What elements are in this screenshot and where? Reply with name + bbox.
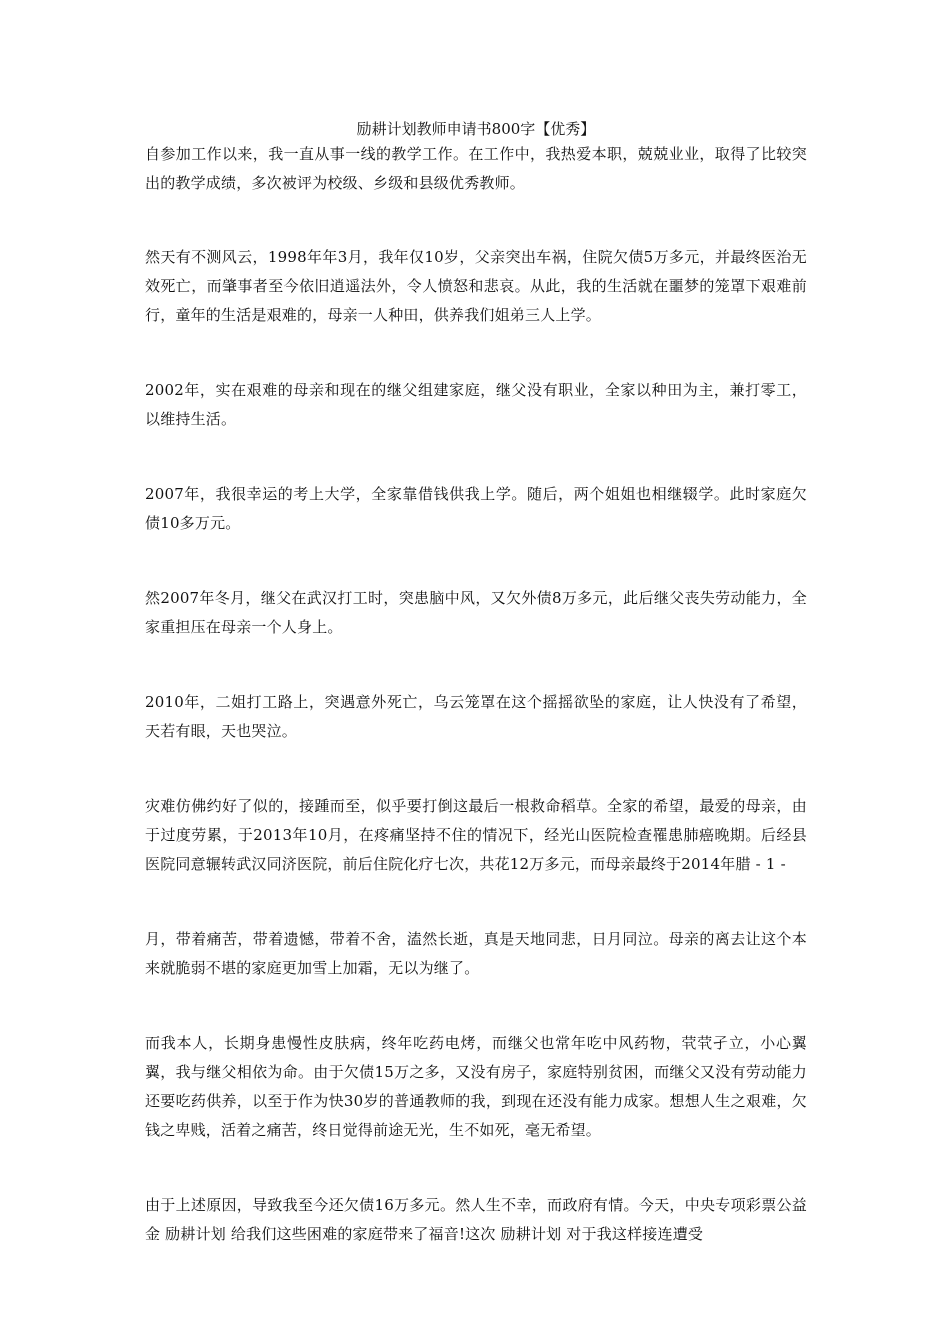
paragraph-spacer [145,330,807,376]
paragraph-4: 2007年，我很幸运的考上大学，全家靠借钱供我上学。随后，两个姐姐也相继辍学。此时家庭欠债10多万元。 [145,485,807,532]
document-page [145,118,807,1249]
paragraph-5: 然2007年冬月，继父在武汉打工时，突患脑中风，又欠外债8万多元，此后继父丧失劳动能力，全家重担压在母亲一个人身上。 [145,589,807,636]
paragraph-spacer [145,198,807,243]
paragraph-6: 2010年，二姐打工路上，突遇意外死亡，乌云笼罩在这个摇摇欲坠的家庭，让人快没有了希望，天若有眼，天也哭泣。 [145,693,807,740]
paragraph-spacer [145,538,807,584]
paragraph-1: 自参加工作以来，我一直从事一线的教学工作。在工作中，我热爱本职，兢兢业业，取得了比较突出的教学成绩，多次被评为校级、乡级和县级优秀教师。 [145,145,807,192]
paragraph-8: 月，带着痛苦，带着遗憾，带着不舍，溘然长逝，真是天地同悲，日月同泣。母亲的离去让这个本来就脆弱不堪的家庭更加雪上加霜，无以为继了。 [145,930,807,977]
paragraph-7: 灾难仿佛约好了似的，接踵而至，似乎要打倒这最后一根救命稻草。全家的希望，最爱的母亲，由于过度劳累，于2013年10月，在疼痛坚持不住的情况下，经光山医院检查罹患肺癌晚期。后经县医院同意辗转武汉同济医院，前后住院化疗七次，共花12万多元，而母亲最终于2014年腊 - 1 - [145,797,807,873]
paragraph-spacer [145,746,807,792]
paragraph-3: 2002年，实在艰难的母亲和现在的继父组建家庭，继父没有职业，全家以种田为主，兼打零工，以维持生活。 [145,381,807,428]
paragraph-spacer [145,1145,807,1191]
paragraph-10: 由于上述原因，导致我至今还欠债16万多元。然人生不幸，而政府有情。今天，中央专项彩票公益金 励耕计划 给我们这些困难的家庭带来了福音!这次 励耕计划 对于我这样接连遭受 [145,1196,807,1243]
document-title: 励耕计划教师申请书800字【优秀】 [356,120,596,138]
paragraph-9: 而我本人，长期身患慢性皮肤病，终年吃药电烤，而继父也常年吃中风药物，茕茕孑立，小心翼翼，我与继父相依为命。由于欠债15万之多，又没有房子，家庭特别贫困，而继父又没有劳动能力还要吃药供养，以至于作为快30岁的普通教师的我，到现在还没有能力成家。想想人生之艰难，欠钱之卑贱，活着之痛苦，终日觉得前途无光，生不如死，毫无希望。 [145,1034,807,1139]
paragraph-spacer [145,983,807,1029]
paragraph-spacer [145,879,807,925]
paragraph-spacer [145,434,807,480]
paragraph-spacer [145,642,807,688]
paragraph-2: 然天有不测风云，1998年年3月，我年仅10岁，父亲突出车祸，住院欠债5万多元，并最终医治无效死亡，而肇事者至今依旧逍遥法外，令人愤怒和悲哀。从此，我的生活就在噩梦的笼罩下艰难前行，童年的生活是艰难的，母亲一人种田，供养我们姐弟三人上学。 [145,248,807,324]
